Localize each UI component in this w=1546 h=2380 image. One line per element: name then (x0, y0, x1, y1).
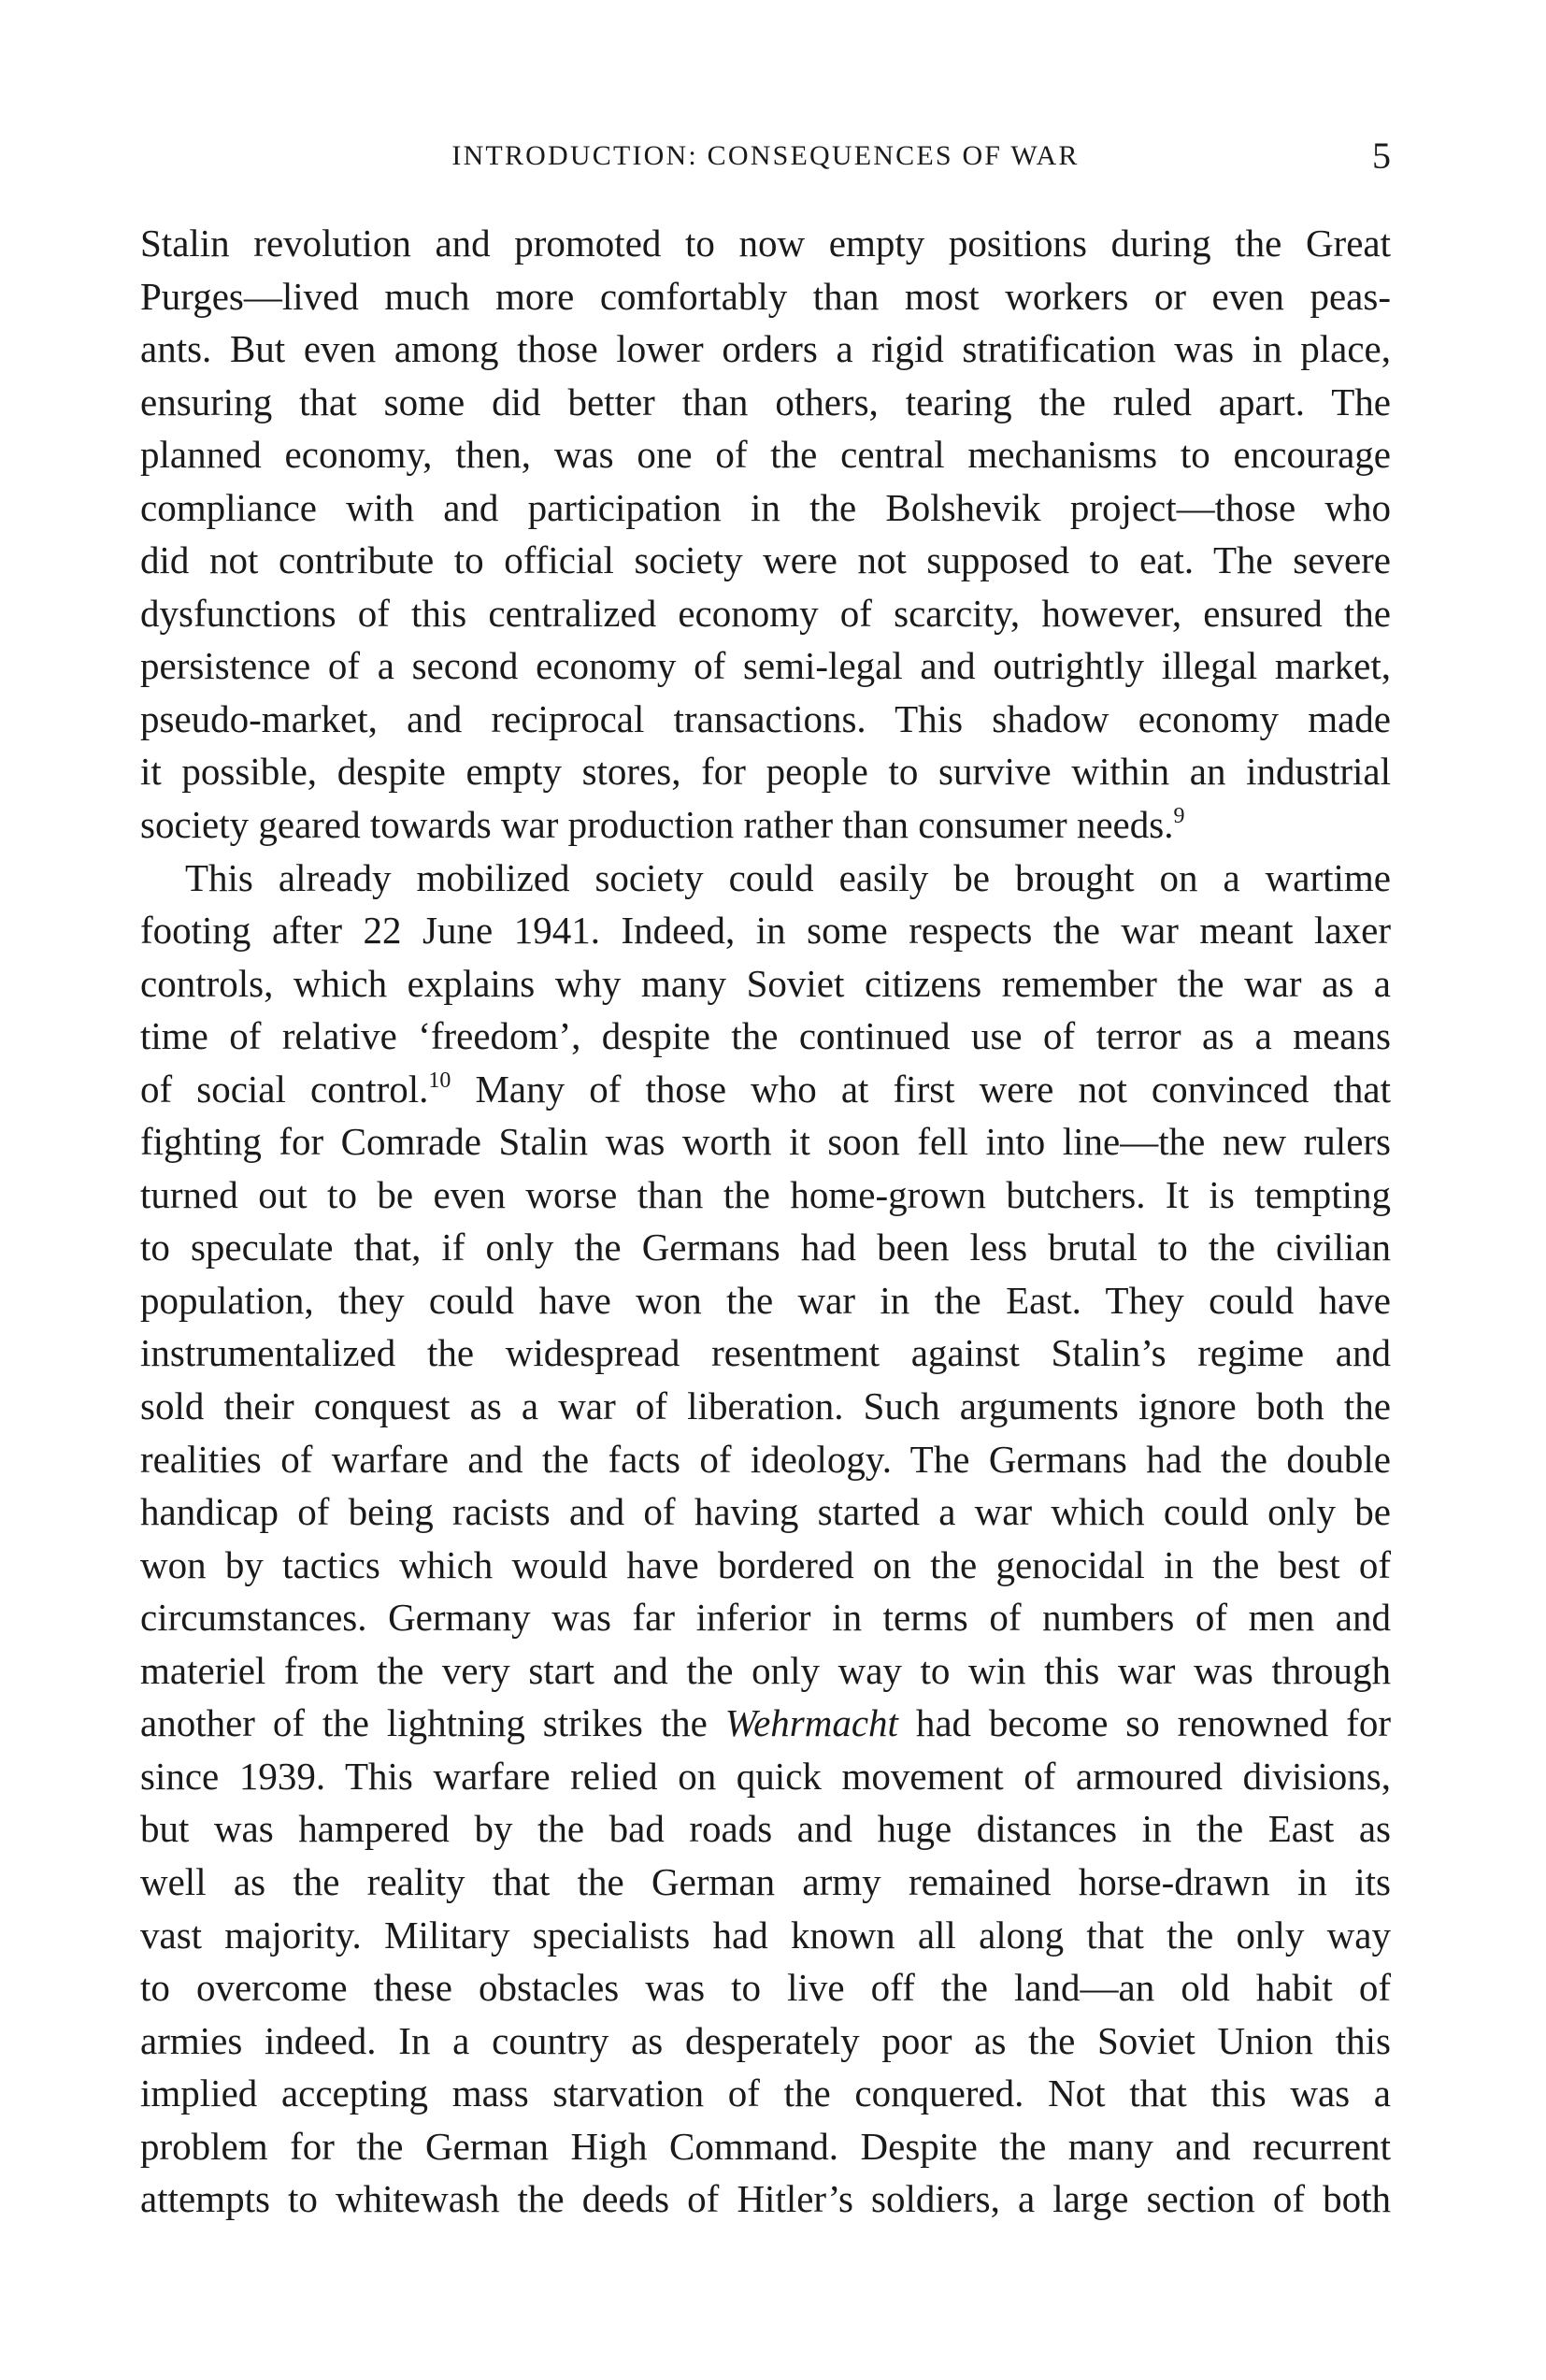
text-line: to overcome these obstacles was to live off the land—an old habit of (140, 1966, 1391, 2010)
text-line (140, 1063, 1391, 1116)
text-line: well as the reality that the German army remained horse-drawn in its (140, 1859, 1391, 1903)
text-line: handicap of being racists and of having started a war which could only be (140, 1490, 1391, 1534)
running-head (140, 133, 1391, 179)
text-line: pseudo-market, and reciprocal transactions. This shadow economy made (140, 696, 1391, 740)
text-line (140, 798, 1391, 852)
text-fragment: Many of those who at first were not convinced that (451, 1067, 1391, 1111)
text-line: This already mobilized society could easily be brought on a wartime (185, 855, 1391, 899)
text-line: planned economy, then, was one of the central mechanisms to encourage (140, 433, 1391, 477)
text-line: turned out to be even worse than the home-grown butchers. It is tempting (140, 1172, 1391, 1216)
text-line: time of relative ‘freedom’, despite the continued use of terror as a means (140, 1014, 1391, 1058)
body-text (140, 217, 1391, 2226)
text-line: Stalin revolution and promoted to now empty positions during the Great (140, 222, 1391, 265)
text-line: dysfunctions of this centralized economy of scarcity, however, ensured the (140, 591, 1391, 635)
text-line: won by tactics which would have bordered on the genocidal in the best of (140, 1542, 1391, 1586)
text-line: vast majority. Military specialists had known all along that the only way (140, 1913, 1391, 1957)
text-line: realities of warfare and the facts of ideology. The Germans had the double (140, 1437, 1391, 1481)
text-line: since 1939. This warfare relied on quick movement of armoured divisions, (140, 1754, 1391, 1798)
text-fragment: another of the lightning strikes the (140, 1701, 725, 1745)
running-title: INTRODUCTION: CONSEQUENCES OF WAR (451, 140, 1080, 171)
text-line: circumstances. Germany was far inferior in terms of numbers of men and (140, 1596, 1391, 1640)
footnote-marker: 10 (428, 1068, 451, 1093)
text-line: implied accepting mass starvation of the conquered. Not that this was a (140, 2072, 1391, 2115)
text-line: armies indeed. In a country as desperately poor as the Soviet Union this (140, 2018, 1391, 2062)
text-line: persistence of a second economy of semi-legal and outrightly illegal market, (140, 644, 1391, 688)
text-line: ensuring that some did better than others, tearing the ruled apart. The (140, 380, 1391, 423)
text-line: ants. But even among those lower orders a rigid stratification was in place, (140, 327, 1391, 371)
text-line: sold their conquest as a war of liberation. Such arguments ignore both the (140, 1384, 1391, 1428)
paragraph-2 (140, 852, 1391, 2226)
text-line: controls, which explains why many Soviet citizens remember the war as a (140, 961, 1391, 1005)
text-fragment: had become so renowned for (897, 1701, 1391, 1745)
footnote-marker: 9 (1173, 804, 1185, 829)
text-line: attempts to whitewash the deeds of Hitler’s soldiers, a large section of both (140, 2177, 1391, 2221)
text-line: population, they could have won the war in the East. They could have (140, 1278, 1391, 1322)
text-line: did not contribute to official society were not supposed to eat. The severe (140, 538, 1391, 582)
text-fragment: of social control. (140, 1067, 429, 1111)
text-line: problem for the German High Command. Despite the many and recurrent (140, 2124, 1391, 2168)
page-number: 5 (1372, 135, 1391, 177)
text-line: Purges—lived much more comfortably than most workers or even peas- (140, 274, 1391, 318)
paragraph-1 (140, 217, 1391, 852)
text-line: it possible, despite empty stores, for people to survive within an industrial (140, 750, 1391, 794)
text-line: footing after 22 June 1941. Indeed, in some respects the war meant laxer (140, 909, 1391, 953)
text-line: instrumentalized the widespread resentment against Stalin’s regime and (140, 1331, 1391, 1375)
text-line: to speculate that, if only the Germans had been less brutal to the civilian (140, 1226, 1391, 1269)
text-line: fighting for Comrade Stalin was worth it soon fell into line—the new rulers (140, 1120, 1391, 1164)
italic-term: Wehrmacht (724, 1701, 898, 1745)
text-line (140, 1697, 1391, 1750)
text-line: materiel from the very start and the only way to win this war was through (140, 1648, 1391, 1692)
text-fragment: society geared towards war production rather than consumer needs. (140, 803, 1174, 847)
text-line: compliance with and participation in the Bolshevik project—those who (140, 485, 1391, 529)
text-line: but was hampered by the bad roads and huge distances in the East as (140, 1807, 1391, 1851)
